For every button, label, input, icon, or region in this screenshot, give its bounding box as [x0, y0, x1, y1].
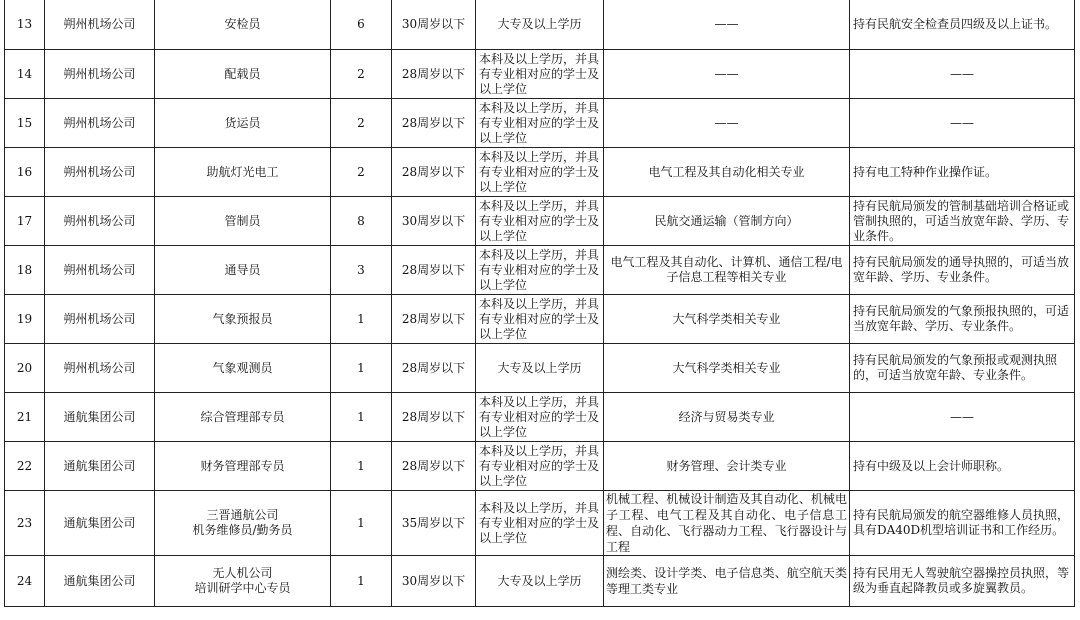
- row-number: 20: [5, 344, 45, 393]
- row-number: 24: [5, 556, 45, 607]
- recruitment-table: [4, 0, 1075, 607]
- major-cell: 电气工程及其自动化、计算机、通信工程/电子信息工程等相关专业: [604, 246, 850, 295]
- unit-cell: 朔州机场公司: [45, 0, 155, 50]
- table-row: [5, 295, 1075, 344]
- count-cell: 3: [331, 246, 392, 295]
- position-cell: 气象观测员: [155, 344, 331, 393]
- row-number: 15: [5, 99, 45, 148]
- count-cell: 1: [331, 295, 392, 344]
- major-cell: 机械工程、机械设计制造及其自动化、机械电子工程、电气工程及其自动化、电子信息工程、自动化、飞行器动力工程、飞行器设计与工程: [604, 491, 850, 556]
- requirement-cell: ——: [850, 50, 1075, 99]
- table-row: [5, 246, 1075, 295]
- position-line: 无人机公司: [212, 566, 273, 580]
- requirement-cell: 持有民航局颁发的管制基础培训合格证或管制执照的，可适当放宽年龄、学历、专业条件。: [850, 197, 1075, 246]
- row-number: 22: [5, 442, 45, 491]
- row-number: 21: [5, 393, 45, 442]
- requirement-cell: 持有电工特种作业操作证。: [850, 148, 1075, 197]
- row-number: 19: [5, 295, 45, 344]
- age-cell: 28周岁以下: [392, 99, 476, 148]
- unit-cell: 通航集团公司: [45, 393, 155, 442]
- table-row: [5, 99, 1075, 148]
- major-cell: 经济与贸易类专业: [604, 393, 850, 442]
- requirement-cell: 持有民航局颁发的通导执照的，可适当放宽年龄、学历、专业条件。: [850, 246, 1075, 295]
- unit-cell: 通航集团公司: [45, 442, 155, 491]
- requirement-cell: 持有民航局颁发的气象预报执照的，可适当放宽年龄、学历、专业条件。: [850, 295, 1075, 344]
- education-cell: 本科及以上学历，并具有专业相对应的学士及以上学位: [476, 246, 604, 295]
- age-cell: 30周岁以下: [392, 556, 476, 607]
- major-cell: ——: [604, 50, 850, 99]
- requirement-cell: 持有中级及以上会计师职称。: [850, 442, 1075, 491]
- major-cell: 大气科学类相关专业: [604, 295, 850, 344]
- table-row: [5, 148, 1075, 197]
- unit-cell: 朔州机场公司: [45, 99, 155, 148]
- row-number: 17: [5, 197, 45, 246]
- count-cell: 2: [331, 148, 392, 197]
- education-cell: 本科及以上学历，并具有专业相对应的学士及以上学位: [476, 295, 604, 344]
- education-cell: 本科及以上学历，并具有专业相对应的学士及以上学位: [476, 197, 604, 246]
- education-cell: 大专及以上学历: [476, 0, 604, 50]
- position-cell: [155, 491, 331, 556]
- position-line: 培训研学中心专员: [194, 581, 291, 595]
- table-row: [5, 344, 1075, 393]
- position-cell: 货运员: [155, 99, 331, 148]
- position-line: 机务维修员/勤务员: [192, 523, 293, 537]
- table-row: [5, 556, 1075, 607]
- count-cell: 6: [331, 0, 392, 50]
- count-cell: 8: [331, 197, 392, 246]
- education-cell: 本科及以上学历，并具有专业相对应的学士及以上学位: [476, 442, 604, 491]
- major-cell: ——: [604, 99, 850, 148]
- unit-cell: 朔州机场公司: [45, 344, 155, 393]
- major-cell: 测绘类、设计学类、电子信息类、航空航天类等理工类专业: [604, 556, 850, 607]
- table-row: [5, 442, 1075, 491]
- row-number: 16: [5, 148, 45, 197]
- position-cell: 助航灯光电工: [155, 148, 331, 197]
- position-cell: 气象预报员: [155, 295, 331, 344]
- education-cell: 本科及以上学历，并具有专业相对应的学士及以上学位: [476, 491, 604, 556]
- position-cell: 安检员: [155, 0, 331, 50]
- major-cell: 民航交通运输（管制方向）: [604, 197, 850, 246]
- age-cell: 28周岁以下: [392, 295, 476, 344]
- unit-cell: 朔州机场公司: [45, 50, 155, 99]
- count-cell: 1: [331, 491, 392, 556]
- unit-cell: 通航集团公司: [45, 556, 155, 607]
- requirement-cell: 持有民航局颁发的航空器维修人员执照，具有DA40D机型培训证书和工作经历。: [850, 491, 1075, 556]
- unit-cell: 朔州机场公司: [45, 295, 155, 344]
- age-cell: 30周岁以下: [392, 197, 476, 246]
- requirement-cell: 持有民用无人驾驶航空器操控员执照，等级为垂直起降教员或多旋翼教员。: [850, 556, 1075, 607]
- position-cell: 财务管理部专员: [155, 442, 331, 491]
- requirement-cell: 持有民航局颁发的气象预报或观测执照的，可适当放宽年龄、专业条件。: [850, 344, 1075, 393]
- age-cell: 28周岁以下: [392, 442, 476, 491]
- education-cell: 本科及以上学历，并具有专业相对应的学士及以上学位: [476, 148, 604, 197]
- requirement-cell: 持有民航安全检查员四级及以上证书。: [850, 0, 1075, 50]
- requirement-cell: ——: [850, 393, 1075, 442]
- major-cell: ——: [604, 0, 850, 50]
- count-cell: 1: [331, 442, 392, 491]
- education-cell: 本科及以上学历，并具有专业相对应的学士及以上学位: [476, 99, 604, 148]
- unit-cell: 朔州机场公司: [45, 197, 155, 246]
- position-cell: 管制员: [155, 197, 331, 246]
- unit-cell: 朔州机场公司: [45, 246, 155, 295]
- age-cell: 35周岁以下: [392, 491, 476, 556]
- age-cell: 28周岁以下: [392, 148, 476, 197]
- count-cell: 1: [331, 556, 392, 607]
- row-number: 13: [5, 0, 45, 50]
- major-cell: 大气科学类相关专业: [604, 344, 850, 393]
- count-cell: 2: [331, 50, 392, 99]
- row-number: 14: [5, 50, 45, 99]
- major-cell: 财务管理、会计类专业: [604, 442, 850, 491]
- unit-cell: 通航集团公司: [45, 491, 155, 556]
- count-cell: 1: [331, 393, 392, 442]
- position-line: 三晋通航公司: [206, 508, 279, 522]
- table-row: [5, 491, 1075, 556]
- age-cell: 28周岁以下: [392, 393, 476, 442]
- education-cell: 本科及以上学历，并具有专业相对应的学士及以上学位: [476, 50, 604, 99]
- age-cell: 28周岁以下: [392, 50, 476, 99]
- table-row: [5, 0, 1075, 50]
- table-row: [5, 50, 1075, 99]
- position-cell: 综合管理部专员: [155, 393, 331, 442]
- table-row: [5, 197, 1075, 246]
- major-cell: 电气工程及其自动化相关专业: [604, 148, 850, 197]
- row-number: 18: [5, 246, 45, 295]
- education-cell: 大专及以上学历: [476, 556, 604, 607]
- age-cell: 30周岁以下: [392, 0, 476, 50]
- education-cell: 本科及以上学历，并具有专业相对应的学士及以上学位: [476, 393, 604, 442]
- unit-cell: 朔州机场公司: [45, 148, 155, 197]
- age-cell: 28周岁以下: [392, 344, 476, 393]
- age-cell: 28周岁以下: [392, 246, 476, 295]
- position-cell: [155, 556, 331, 607]
- requirement-cell: ——: [850, 99, 1075, 148]
- education-cell: 大专及以上学历: [476, 344, 604, 393]
- position-cell: 配载员: [155, 50, 331, 99]
- count-cell: 2: [331, 99, 392, 148]
- table-row: [5, 393, 1075, 442]
- row-number: 23: [5, 491, 45, 556]
- position-cell: 通导员: [155, 246, 331, 295]
- count-cell: 1: [331, 344, 392, 393]
